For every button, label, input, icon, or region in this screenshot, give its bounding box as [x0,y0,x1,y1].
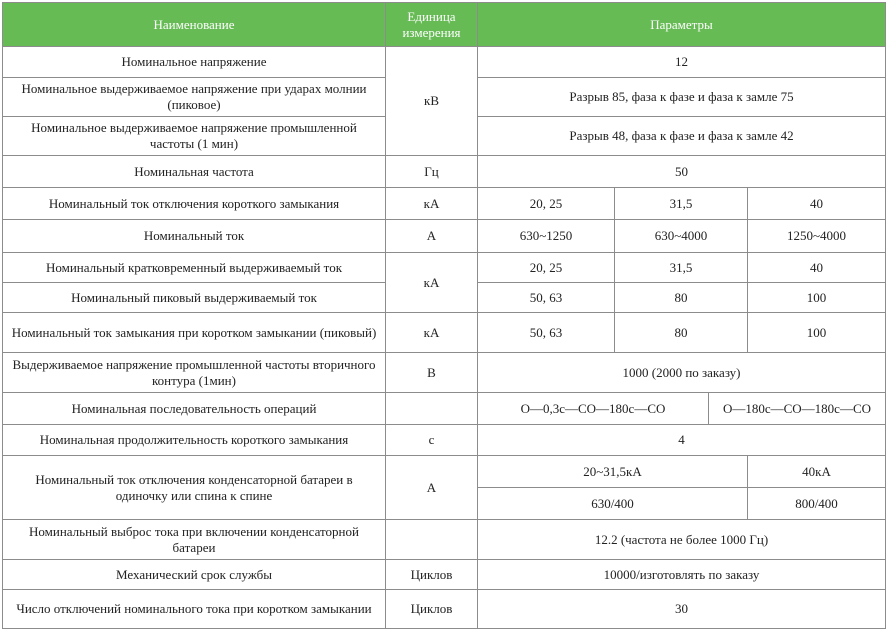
row-unit: кА [386,188,478,220]
header-name: Наименование [3,3,386,47]
spec-table [2,2,886,629]
row-value: Разрыв 85, фаза к фазе и фаза к замле 75 [478,78,886,117]
table-row [3,425,886,456]
table-row [3,156,886,188]
row-value: 4 [478,425,886,456]
row-value-1: 50, 63 [478,313,615,353]
row-name: Механический срок службы [3,560,386,590]
row-name: Число отключений номинального тока при коротком замыкании [3,590,386,629]
table-row [3,313,886,353]
table-row [3,590,886,629]
row-value: 12.2 (частота не более 1000 Гц) [478,520,886,560]
row-unit: Циклов [386,590,478,629]
row-value-3: 630/400 [478,488,748,520]
row-name: Выдерживаемое напряжение промышленной частоты вторичного контура (1мин) [3,353,386,393]
row-unit: А [386,456,478,520]
table-row [3,393,886,425]
row-value-1: 20~31,5кА [478,456,748,488]
row-value-3: 100 [748,313,886,353]
row-value-1: 50, 63 [478,283,615,313]
row-name: Номинальная продолжительность короткого замыкания [3,425,386,456]
row-unit: Циклов [386,560,478,590]
row-unit: с [386,425,478,456]
row-unit: Гц [386,156,478,188]
row-value-1: 630~1250 [478,220,615,253]
row-value-1: О—0,3с—СО—180с—СО [478,393,709,425]
row-name: Номинальный выброс тока при включении конденсаторной батареи [3,520,386,560]
row-unit: А [386,220,478,253]
row-name: Номинальная частота [3,156,386,188]
row-name: Номинальный ток отключения короткого замыкания [3,188,386,220]
row-value-2: О—180с—СО—180с—СО [709,393,886,425]
row-value-3: 40 [748,253,886,283]
row-value-3: 1250~4000 [748,220,886,253]
row-name: Номинальное напряжение [3,47,386,78]
table-row [3,560,886,590]
row-value-2: 31,5 [615,253,748,283]
row-value-2: 40кА [748,456,886,488]
row-name: Номинальный кратковременный выдерживаемый ток [3,253,386,283]
table-row [3,353,886,393]
table-header-row [3,3,886,47]
row-value-2: 80 [615,313,748,353]
row-name: Номинальный ток [3,220,386,253]
row-unit: кВ [386,47,478,156]
table-row [3,47,886,78]
row-value: 50 [478,156,886,188]
row-value-2: 31,5 [615,188,748,220]
row-value: 12 [478,47,886,78]
row-name: Номинальная последовательность операций [3,393,386,425]
row-unit [386,393,478,425]
row-value: 30 [478,590,886,629]
table-row [3,456,886,488]
row-name: Номинальный ток замыкания при коротком замыкании (пиковый) [3,313,386,353]
row-name: Номинальный ток отключения конденсаторной батареи в одиночку или спина к спине [3,456,386,520]
row-value-1: 20, 25 [478,188,615,220]
row-value-3: 40 [748,188,886,220]
row-value: 10000/изготовлять по заказу [478,560,886,590]
table-row [3,188,886,220]
row-value: 1000 (2000 по заказу) [478,353,886,393]
row-value-2: 80 [615,283,748,313]
row-name: Номинальное выдерживаемое напряжение при ударах молнии (пиковое) [3,78,386,117]
table-row [3,520,886,560]
row-name: Номинальный пиковый выдерживаемый ток [3,283,386,313]
row-unit: кА [386,253,478,313]
row-unit: кА [386,313,478,353]
row-value-1: 20, 25 [478,253,615,283]
table-row [3,220,886,253]
row-name: Номинальное выдерживаемое напряжение промышленной частоты (1 мин) [3,117,386,156]
row-value-3: 100 [748,283,886,313]
row-unit [386,520,478,560]
row-value: Разрыв 48, фаза к фазе и фаза к замле 42 [478,117,886,156]
header-params: Параметры [478,3,886,47]
table-row [3,253,886,283]
row-unit: В [386,353,478,393]
row-value-2: 630~4000 [615,220,748,253]
header-unit: Единица измерения [386,3,478,47]
row-value-4: 800/400 [748,488,886,520]
